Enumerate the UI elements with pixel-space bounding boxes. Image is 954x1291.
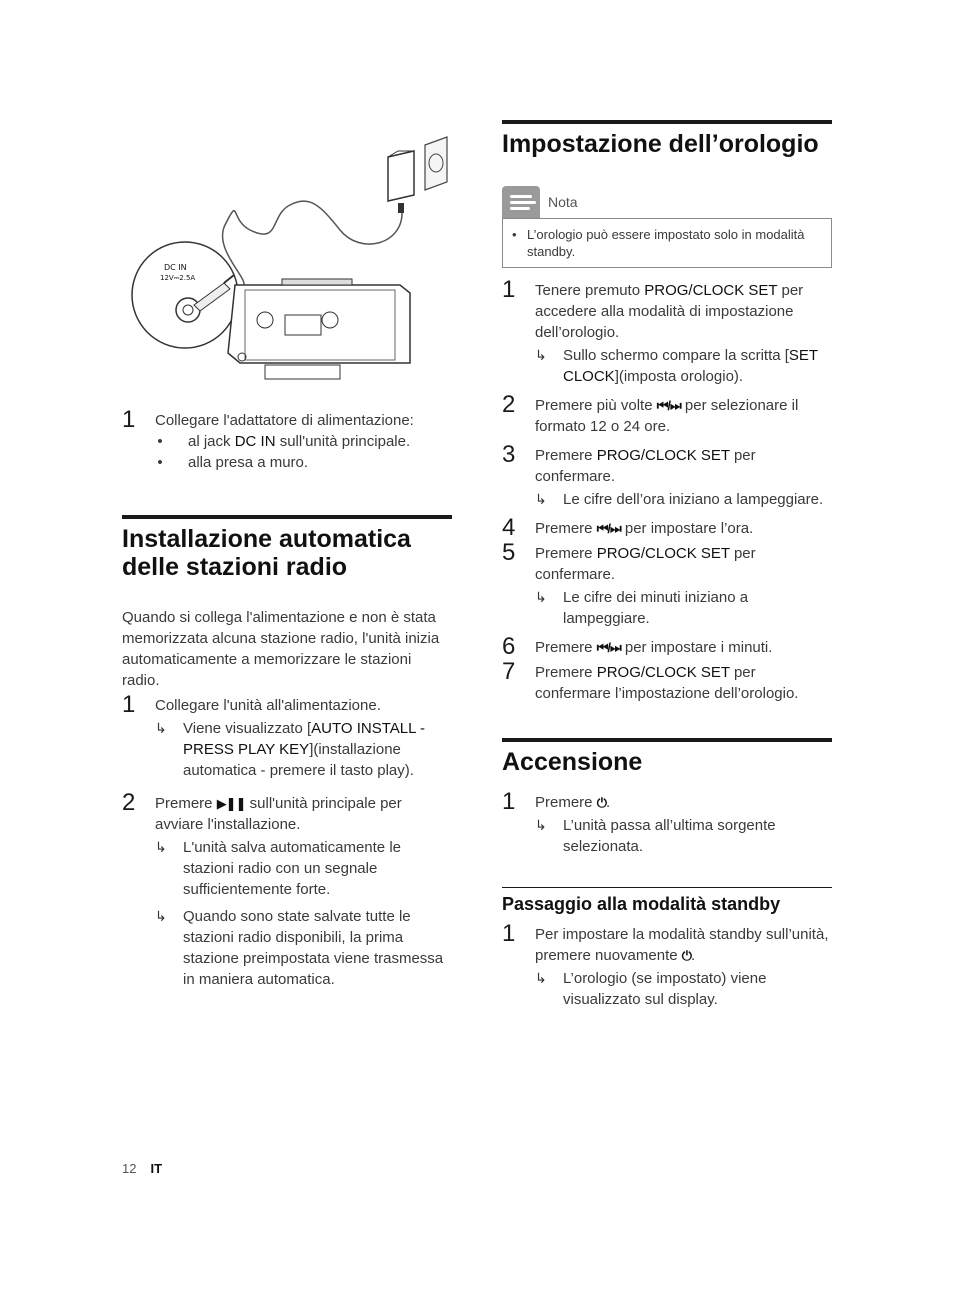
bullet-item: • alla presa a muro.	[157, 454, 309, 471]
step-text: Premere	[535, 447, 597, 464]
result-text: Le cifre dei minuti iniziano a lampeggiare.	[563, 589, 749, 627]
step-text: .	[691, 947, 696, 964]
step-text: Premere	[535, 664, 597, 681]
step-number: 2	[502, 391, 516, 418]
step-text: Premere	[535, 794, 597, 811]
result-text: ](imposta orologio).	[614, 368, 744, 385]
result-item: ↳ Le cifre dell’ora iniziano a lampeggiare.	[535, 491, 824, 508]
step-text: Premere	[535, 545, 597, 562]
result-text: Quando sono state salvate tutte le stazioni radio disponibili, la prima stazione preimpostata viene trasmessa in maniera automatica.	[183, 908, 444, 988]
prev-next-icon: ⏮/⏭	[656, 398, 681, 413]
power-icon: ⏻	[596, 795, 606, 810]
result-item: ↳ Viene visualizzato [AUTO INSTALL - PRESS PLAY KEY](installazione automatica - premere il tasto play).	[155, 720, 426, 779]
step-number: 1	[502, 276, 516, 303]
note-box: • L’orologio può essere impostato solo in modalità standby.	[502, 218, 832, 268]
step-text: Premere	[155, 795, 217, 812]
left-column	[122, 406, 452, 998]
step-number: 4	[502, 514, 516, 541]
note-label: Nota	[548, 194, 578, 210]
bullet-text: al jack	[188, 433, 235, 450]
bullet-key: DC IN	[234, 433, 276, 450]
note-icon	[502, 186, 540, 218]
voltage-label: 12V⎓2.5A	[160, 274, 196, 282]
step-text: Premere	[535, 639, 597, 656]
result-item: ↳ L’unità passa all’ultima sorgente selezionata.	[535, 817, 776, 855]
power-icon: ⏻	[681, 948, 692, 963]
power-step	[502, 788, 832, 857]
result-item: ↳ L'unità salva automaticamente le stazioni radio con un segnale sufficientemente forte.	[155, 839, 401, 898]
install-step-1	[122, 691, 452, 781]
intro-paragraph: Quando si collega l'alimentazione e non è stata memorizzata alcuna stazione radio, l'unità inizia automaticamente a memorizzare le stazioni radio.	[122, 609, 440, 689]
display-message: SET CLOCK	[563, 347, 818, 385]
step-number: 2	[122, 789, 136, 816]
right-column	[502, 120, 832, 1018]
clock-step-3	[502, 441, 832, 510]
result-text: L’orologio (se impostato) viene visualizzato sul display.	[563, 970, 767, 1008]
step-number: 7	[502, 658, 516, 685]
prev-next-icon: ⏮/⏭	[596, 521, 621, 536]
bullet-text: alla presa a muro.	[188, 454, 309, 471]
page-number: 12	[122, 1161, 137, 1176]
step-number: 6	[502, 633, 516, 660]
dc-in-label: DC IN	[164, 263, 187, 272]
step-text: per confermare.	[535, 447, 756, 485]
step-text: per impostare i minuti.	[620, 639, 773, 656]
result-item: ↳ Le cifre dei minuti iniziano a lampeggiare.	[535, 589, 749, 627]
power-section-title: Accensione	[502, 738, 832, 776]
result-text: Sullo schermo compare la scritta [	[563, 347, 789, 364]
clock-step-6	[502, 633, 832, 660]
step-text: per confermare.	[535, 545, 756, 583]
button-name: PROG/CLOCK SET	[596, 664, 730, 681]
step-text: Collegare l'unità all'alimentazione.	[155, 697, 381, 714]
step-text: Premere	[535, 520, 597, 537]
button-name: PROG/CLOCK SET	[596, 545, 730, 562]
step-text: per accedere alla modalità di impostazione dell’orologio.	[535, 282, 804, 341]
page-footer	[122, 1158, 162, 1179]
language-code: IT	[150, 1161, 163, 1176]
step-number: 1	[502, 920, 516, 947]
step-number: 1	[122, 406, 136, 433]
step-number: 5	[502, 539, 516, 566]
standby-step	[502, 920, 832, 1010]
standby-section-title: Passaggio alla modalità standby	[502, 887, 832, 916]
result-item: ↳ Sullo schermo compare la scritta [SET CLOCK](imposta orologio).	[535, 347, 818, 385]
button-name: PROG/CLOCK SET	[644, 282, 778, 299]
prev-next-icon: ⏮/⏭	[596, 640, 621, 655]
clock-step-5	[502, 539, 832, 629]
clock-step-1	[502, 276, 832, 387]
display-message: AUTO INSTALL - PRESS PLAY KEY	[183, 720, 426, 758]
adapter-step	[122, 406, 452, 473]
step-number: 3	[502, 441, 516, 468]
result-item: ↳ Quando sono state salvate tutte le stazioni radio disponibili, la prima stazione preimpostata viene trasmessa in maniera automatica.	[155, 908, 444, 988]
note-text: L’orologio può essere impostato solo in modalità standby.	[527, 227, 805, 259]
play-pause-icon: ▶❚❚	[216, 796, 246, 811]
result-text: L'unità salva automaticamente le stazioni radio con un segnale sufficientemente forte.	[183, 839, 401, 898]
clock-step-7	[502, 658, 832, 704]
result-text: Le cifre dell’ora iniziano a lampeggiare.	[563, 491, 824, 508]
install-step-2	[122, 789, 452, 990]
step-number: 1	[502, 788, 516, 815]
step-text: per impostare l’ora.	[620, 520, 754, 537]
step-number: 1	[122, 691, 136, 718]
bullet-item: • al jack DC IN sull'unità principale.	[157, 433, 411, 450]
step-text: sull'unità principale per avviare l'installazione.	[155, 795, 402, 833]
result-text: L’unità passa all’ultima sorgente selezionata.	[563, 817, 776, 855]
step-text: Tenere premuto	[535, 282, 645, 299]
clock-step-4	[502, 514, 832, 541]
step-text: per selezionare il formato 12 o 24 ore.	[535, 397, 799, 435]
note-header	[502, 186, 832, 218]
clock-section-title: Impostazione dell’orologio	[502, 120, 832, 158]
button-name: PROG/CLOCK SET	[596, 447, 730, 464]
step-text: .	[605, 794, 611, 811]
result-text: Viene visualizzato [	[183, 720, 312, 737]
section-title: Installazione automatica delle stazioni radio	[122, 515, 452, 581]
bullet-text: sull'unità principale.	[275, 433, 411, 450]
step-text: Collegare l'adattatore di alimentazione:	[155, 412, 414, 429]
power-adapter-illustration	[130, 135, 460, 395]
result-text: ](installazione automatica - premere il tasto play).	[183, 741, 414, 779]
step-text: Premere più volte	[535, 397, 657, 414]
result-item: ↳ L’orologio (se impostato) viene visualizzato sul display.	[535, 970, 767, 1008]
clock-step-2	[502, 391, 832, 437]
step-text: per confermare l’impostazione dell’orologio.	[535, 664, 799, 702]
step-text: Per impostare la modalità standby sull’unità, premere nuovamente	[535, 926, 829, 964]
